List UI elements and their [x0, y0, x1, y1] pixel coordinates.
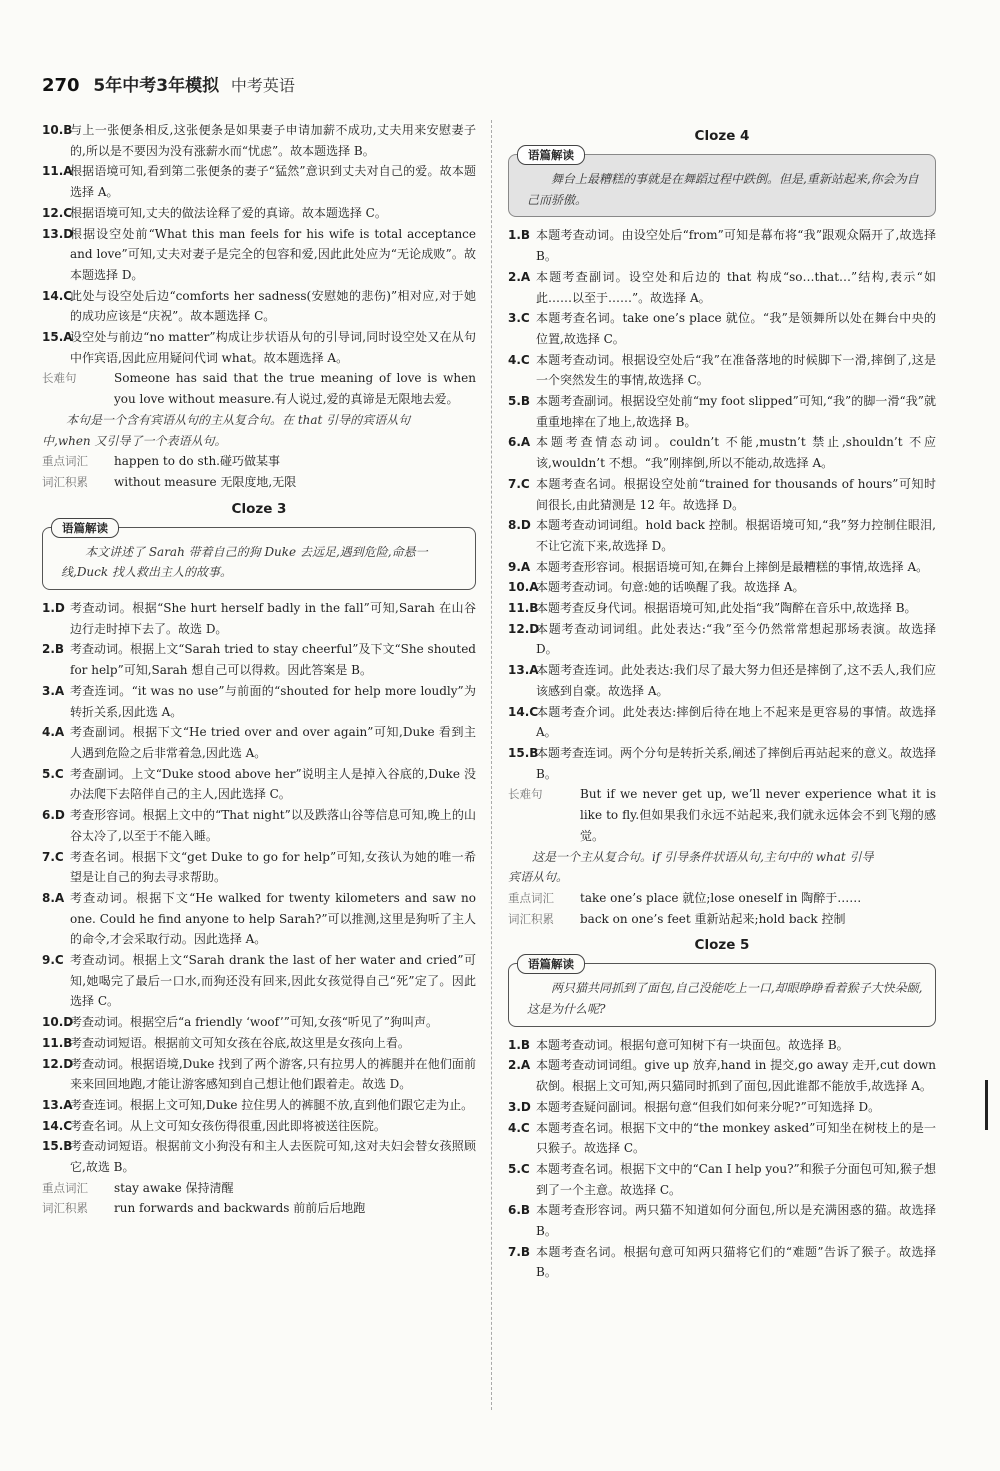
column-divider [491, 120, 492, 1410]
key-words-text: take one’s place 就位;lose oneself in 陶醉于…… [580, 890, 862, 905]
answer-explanation: 考查名词。根据下文“get Duke to go for help”可知,女孩认为她的唯一希望是让自己的狗去寻求帮助。 [70, 849, 476, 885]
answer-item [42, 286, 476, 327]
page-header [42, 76, 482, 102]
answer-number: 4.A [42, 725, 65, 740]
answer-number: 4.C [508, 352, 530, 367]
answer-explanation: 本题考查动词词组。give up 放弃,hand in 提交,go away 走开,cut down 砍倒。根据上文可知,两只猫同时抓到了面包,因此谁都不能放手,故选择 A。 [536, 1058, 936, 1094]
answer-explanation: 根据语境可知,看到第二张便条的妻子“猛然”意识到丈夫对自己的爱。故本题选择 A。 [70, 164, 476, 200]
answer-item [42, 681, 476, 722]
answer-item [508, 1242, 936, 1283]
answer-number: 3.C [508, 311, 530, 326]
answer-explanation: 考查动词。根据语境,Duke 找到了两个游客,只有拉男人的裤腿并在他们面前来来回回地跑,才能让游客感知到自己想让他们跟着走。故选 D。 [70, 1056, 476, 1092]
answer-item [508, 267, 936, 308]
answer-number: 5.C [42, 766, 64, 781]
answer-item [42, 161, 476, 202]
answer-item [42, 722, 476, 763]
vocab-text: run forwards and backwards 前前后后地跑 [114, 1201, 366, 1216]
answer-number: 2.B [42, 642, 65, 657]
answer-number: 10.B [42, 123, 73, 137]
vocab-text: without measure 无限度地,无限 [114, 474, 297, 489]
vocab-tag: 词汇积累 [508, 911, 554, 926]
answer-number: 13.A [42, 1097, 73, 1112]
answer-number: 2.A [508, 269, 531, 284]
summary-label: 语篇解读 [517, 145, 585, 165]
answer-explanation: 本题考查动词。根据句意可知树下有一块面包。故选择 B。 [536, 1037, 849, 1052]
answer-explanation: 本题考查动词词组。此处表达:“我”至今仍然常常想起那场表演。故选择 D。 [536, 621, 936, 657]
answer-explanation: 本题考查形容词。根据语境可知,在舞台上摔倒是最糟糕的事情,故选择 A。 [536, 559, 929, 574]
answer-item [42, 805, 476, 846]
book-title: 5年中考3年模拟 [93, 76, 220, 96]
answer-number: 7.C [508, 476, 530, 491]
long-sentence-tag: 长难句 [508, 787, 543, 802]
answer-number: 1.B [508, 228, 531, 243]
cloze2-answers [42, 120, 476, 368]
answer-item [508, 515, 936, 556]
key-words-text: happen to do sth.碰巧做某事 [114, 454, 280, 469]
vocab-tag: 词汇积累 [42, 474, 88, 489]
long-sentence-note: 本句是一个含有宾语从句的主从复合句。在 that 引导的宾语从句 [66, 412, 411, 427]
answer-explanation: 考查连词。“it was no use”与前面的“shouted for help more loudly”为转折关系,因此选 A。 [70, 683, 476, 719]
answer-item [42, 888, 476, 950]
answer-explanation: 本题考查介词。此处表达:摔倒后待在地上不起来是更容易的事情。故选择 A。 [536, 704, 936, 740]
answer-explanation: 考查动词。根据“She hurt herself badly in the fall”可知,Sarah 在山谷边行走时掉下去了。故选 D。 [70, 601, 476, 636]
answer-item [508, 1035, 936, 1056]
answer-number: 1.D [42, 601, 65, 616]
answer-explanation: 本题考查情态动词。couldn’t 不能,mustn’t 禁止,shouldn’t 不应该,wouldn’t 不想。“我”刚摔倒,所以不能动,故选择 A。 [536, 435, 936, 471]
answer-item [42, 598, 476, 639]
answer-number: 14.C [42, 288, 73, 303]
answer-number: 13.A [508, 663, 539, 678]
answer-item [508, 619, 936, 660]
answer-explanation: 与上一张便条相反,这张便条是如果妻子申请加薪不成功,丈夫用来安慰妻子的,所以是不要因为没有涨薪水而“忧虑”。故本题选择 B。 [70, 123, 476, 158]
summary-label: 语篇解读 [517, 954, 585, 974]
answer-number: 12.D [508, 621, 540, 636]
answer-explanation: 本题考查形容词。两只猫不知道如何分面包,所以是充满困惑的猫。故选择 B。 [536, 1203, 936, 1239]
left-column [42, 120, 476, 1219]
long-sentence-text: Someone has said that the true meaning of love is when you love without measure.有人说过,爱的真谛是无限地去爱。 [114, 371, 476, 407]
answer-item [508, 1159, 936, 1200]
answer-explanation: 考查动词短语。根据前文可知女孩在谷底,故这里是女孩向上看。 [70, 1035, 410, 1050]
answer-explanation: 考查副词。根据下文“He tried over and over again”可知,Duke 看到主人遇到危险之后非常着急,因此选 A。 [70, 725, 476, 760]
answer-explanation: 本题考查名词。take one’s place 就位。“我”是领舞所以处在舞台中央的位置,故选择 C。 [536, 311, 936, 346]
answer-item [508, 225, 936, 266]
margin-mark [985, 1080, 988, 1130]
answer-item [508, 1118, 936, 1159]
answer-item [508, 598, 936, 619]
key-words-tag: 重点词汇 [42, 454, 88, 469]
answer-item [508, 391, 936, 432]
long-sentence-note: 这是一个主从复合句。if 引导条件状语从句,主句中的 what 引导 [532, 849, 874, 864]
answer-number: 6.B [508, 1203, 531, 1218]
answer-number: 15.B [508, 745, 539, 760]
answer-item [508, 432, 936, 473]
key-words-row [42, 451, 476, 472]
answer-item [42, 224, 476, 286]
answer-number: 3.A [42, 683, 65, 698]
answer-explanation: 考查形容词。根据上文中的“That night”以及跌落山谷等信息可知,晚上的山谷太冷了,以至于不能入睡。 [70, 808, 476, 843]
vocab-text: back on one’s feet 重新站起来;hold back 控制 [580, 911, 846, 926]
answer-number: 2.A [508, 1058, 531, 1073]
answer-number: 5.C [508, 1161, 530, 1176]
answer-number: 13.D [42, 226, 74, 241]
answer-number: 6.D [42, 808, 65, 823]
answer-explanation: 考查动词。根据空后“a friendly ‘woof’”可知,女孩“听见了”狗叫声。 [70, 1015, 438, 1030]
answer-number: 11.B [508, 601, 539, 616]
answer-item [42, 847, 476, 888]
answer-explanation: 本题考查动词。根据设空处后“我”在准备落地的时候脚下一滑,摔倒了,这是一个突然发生的事情,故选择 C。 [536, 352, 936, 388]
answer-explanation: 本题考查连词。此处表达:我们尽了最大努力但还是摔倒了,这不丢人,我们应该感到自豪。故选择 A。 [536, 663, 936, 698]
answer-explanation: 本题考查名词。根据设空处前“trained for thousands of hours”可知时间很长,由此猜测是 12 年。故选择 D。 [536, 476, 936, 512]
answer-explanation: 考查副词。上文“Duke stood above her”说明主人是掉入谷底的,Duke 没办法爬下去陪伴自己的主人,因此选择 C。 [70, 766, 476, 802]
answer-item [42, 639, 476, 680]
cloze5-summary-box [508, 957, 936, 1026]
answer-explanation: 本题考查动词。由设空处后“from”可知是幕布将“我”跟观众隔开了,故选择 B。 [536, 228, 936, 264]
answer-item [42, 1012, 476, 1033]
long-sentence-tag: 长难句 [42, 371, 77, 386]
answer-item [508, 660, 936, 701]
cloze3-vocab-row [42, 1198, 476, 1219]
answer-number: 15.A [42, 330, 73, 345]
summary-label: 语篇解读 [51, 518, 119, 538]
key-words-text: stay awake 保持清醒 [114, 1180, 234, 1195]
answer-item [42, 1095, 476, 1116]
cloze3-summary-text: 本文讲述了 Sarah 带着自己的狗 Duke 去远足,遇到危险,命悬一线,Duck 找人救出主人的故事。 [61, 544, 428, 580]
answer-number: 9.A [508, 559, 531, 574]
answer-explanation: 本题考查连词。两个分句是转折关系,阐述了摔倒后再站起来的意义。故选择 B。 [536, 745, 936, 781]
answer-item [42, 1116, 476, 1137]
vocab-row [42, 472, 476, 493]
page-number: 270 [42, 75, 80, 96]
answer-number: 10.A [508, 580, 539, 595]
answer-item [508, 1200, 936, 1241]
key-words-tag: 重点词汇 [42, 1180, 88, 1195]
answer-number: 8.D [508, 518, 531, 533]
cloze4-summary-text: 舞台上最糟糕的事就是在舞蹈过程中跌倒。但是,重新站起来,你会为自己而骄傲。 [527, 172, 919, 207]
cloze3-title: Cloze 3 [231, 500, 287, 517]
answer-item [508, 1097, 936, 1118]
vocab-tag: 词汇积累 [42, 1201, 88, 1216]
answer-explanation: 根据设空处前“What this man feels for his wife is total acceptance and love”可知,丈夫对妻子是完全的包容和爱,因此此处应为“无论成败”。故本题选择 D。 [70, 226, 476, 282]
answer-item [42, 120, 476, 161]
answer-number: 11.B [42, 1035, 73, 1050]
answer-number: 7.B [508, 1244, 531, 1259]
cloze4-answers [508, 225, 936, 784]
answer-item [508, 1055, 936, 1096]
long-sentence-row [42, 368, 476, 409]
answer-explanation: 本题考查动词词组。hold back 控制。根据语境可知,“我”努力控制住眼泪,不让它流下来,故选择 D。 [536, 518, 936, 553]
answer-explanation: 本题考查名词。根据下文中的“the monkey asked”可知坐在树枝上的是一只猴子。故选择 C。 [536, 1120, 936, 1156]
answer-number: 3.D [508, 1099, 531, 1114]
cloze5-summary-text: 两只猫共同抓到了面包,自己没能吃上一口,却眼睁睁看着猴子大快朵颐,这是为什么呢? [527, 981, 923, 1017]
answer-explanation: 考查名词。从上文可知女孩伤得很重,因此即将被送往医院。 [70, 1118, 386, 1133]
answer-item [508, 743, 936, 784]
answer-item [508, 474, 936, 515]
answer-number: 5.B [508, 394, 531, 409]
answer-explanation: 此处与设空处后边“comforts her sadness(安慰她的悲伤)”相对应,对于她的成功应该是“庆祝”。故本题选择 C。 [70, 288, 476, 324]
answer-number: 12.D [42, 1056, 74, 1071]
answer-number: 4.C [508, 1120, 530, 1135]
long-sentence-text: But if we never get up, we’ll never experience what it is like to fly.但如果我们永远不站起来,我们就永远体会不到飞翔的感觉。 [580, 787, 936, 843]
answer-explanation: 本题考查副词。设空处和后边的 that 构成“so…that…”结构,表示“如此……以至于……”。故选择 A。 [536, 269, 936, 305]
cloze4-summary-box [508, 148, 936, 217]
answer-number: 14.C [42, 1118, 73, 1133]
answer-item [42, 764, 476, 805]
cloze3-answers [42, 598, 476, 1178]
answer-item [508, 350, 936, 391]
answer-item [508, 557, 936, 578]
cloze5-title: Cloze 5 [694, 937, 750, 954]
subject-label: 中考英语 [230, 76, 295, 95]
answer-item [42, 950, 476, 1012]
answer-number: 7.C [42, 849, 64, 864]
answer-explanation: 本题考查疑问副词。根据句意“但我们如何来分呢?”可知选择 D。 [536, 1099, 881, 1114]
answer-item [508, 308, 936, 349]
answer-item [508, 577, 936, 598]
right-column [508, 120, 936, 1283]
cloze3-summary-box [42, 520, 476, 590]
answer-explanation: 本题考查副词。根据设空处前“my foot slipped”可知,“我”的脚一滑“我”就重重地摔在了地上,故选择 B。 [536, 394, 936, 429]
answer-item [42, 1033, 476, 1054]
answer-number: 9.C [42, 953, 64, 968]
answer-explanation: 本题考查名词。根据下文中的“Can I help you?”和猴子分面包可知,猴子想到了一个主意。故选择 C。 [536, 1161, 936, 1197]
cloze4-long-sentence-row [508, 784, 936, 846]
answer-item [42, 327, 476, 368]
cloze5-answers [508, 1035, 936, 1283]
answer-item [42, 203, 476, 224]
cloze4-vocab-row [508, 909, 936, 930]
answer-explanation: 根据语境可知,丈夫的做法诠释了爱的真谛。故本题选择 C。 [70, 205, 387, 220]
cloze4-key-words-row [508, 888, 936, 909]
answer-item [42, 1054, 476, 1095]
answer-explanation: 设空处与前边“no matter”构成让步状语从句的引导词,同时设空处又在从句中作宾语,因此应用疑问代词 what。故本题选择 A。 [70, 330, 476, 365]
answer-item [508, 702, 936, 743]
answer-explanation: 本题考查动词。句意:她的话唤醒了我。故选择 A。 [536, 580, 805, 595]
answer-number: 15.B [42, 1139, 73, 1154]
answer-explanation: 考查连词。根据上文可知,Duke 拉住男人的裤腿不放,直到他们跟它走为止。 [70, 1097, 474, 1112]
answer-number: 10.D [42, 1015, 74, 1030]
answer-explanation: 本题考查反身代词。根据语境可知,此处指“我”陶醉在音乐中,故选择 B。 [536, 601, 917, 616]
answer-number: 11.A [42, 164, 73, 179]
key-words-tag: 重点词汇 [508, 890, 554, 905]
long-sentence-note-cont: 中,when 又引导了一个表语从句。 [42, 433, 227, 448]
answer-number: 14.C [508, 704, 539, 719]
long-sentence-note-cont: 宾语从句。 [508, 870, 569, 885]
cloze3-key-words-row [42, 1178, 476, 1199]
answer-number: 6.A [508, 435, 531, 450]
answer-item [42, 1136, 476, 1177]
answer-number: 8.A [42, 890, 65, 905]
cloze4-title: Cloze 4 [694, 128, 750, 144]
answer-explanation: 考查动词短语。根据前文小狗没有和主人去医院可知,这对夫妇会替女孩照顾它,故选 B。 [70, 1139, 476, 1175]
answer-explanation: 考查动词。根据上文“Sarah drank the last of her water and cried”可知,她喝完了最后一口水,而狗还没有回来,因此女孩觉得自己“死”定了。因此选择 C。 [70, 953, 476, 1009]
answer-explanation: 考查动词。根据下文“He walked for twenty kilometers and saw no one. Could he find anyone to help Sarah?”可以推测,这里是狗听了主人的命令,才会采取行动。因此选择 A。 [70, 890, 476, 947]
answer-explanation: 本题考查名词。根据句意可知两只猫将它们的“难题”告诉了猴子。故选择 B。 [536, 1244, 936, 1280]
answer-explanation: 考查动词。根据上文“Sarah tried to stay cheerful”及下文“She shouted for help”可知,Sarah 想自己可以得救。因此答案是 B。 [70, 642, 476, 678]
answer-number: 1.B [508, 1037, 531, 1052]
answer-number: 12.C [42, 205, 73, 220]
